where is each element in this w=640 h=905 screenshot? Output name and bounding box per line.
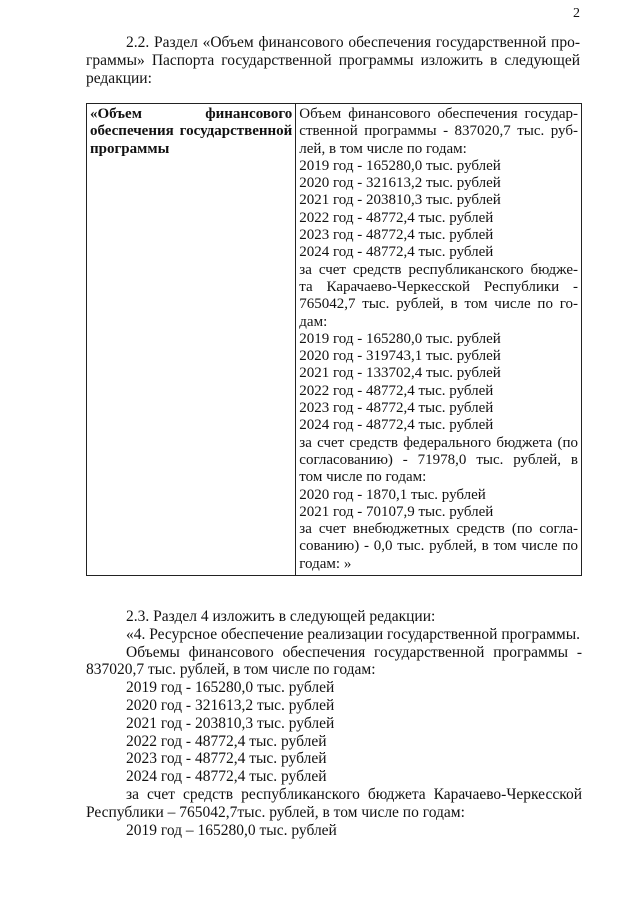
passport-right-line: лей, в том числе по годам: — [299, 140, 467, 157]
section-2-3-line: 2021 год - 203810,3 тыс. рублей — [126, 714, 335, 732]
passport-right-line: за счет средств республиканского бюдже- — [299, 261, 578, 278]
passport-right-line: та Карачаево-Черкесской Республики - — [299, 278, 578, 295]
passport-right-line: годам: » — [299, 555, 352, 572]
section-2-3-line: 837020,7 тыс. рублей, в том числе по годам: — [86, 661, 376, 679]
passport-right-line: 2020 год - 319743,1 тыс. рублей — [299, 348, 501, 365]
passport-table — [86, 103, 582, 576]
passport-right-line: 2019 год - 165280,0 тыс. рублей — [299, 157, 501, 174]
passport-right-line: сованию) - 0,0 тыс. рублей, в том числе по — [299, 538, 578, 555]
passport-right-line: 2021 год - 133702,4 тыс. рублей — [299, 365, 501, 382]
section-2-3-line: 2019 год – 165280,0 тыс. рублей — [126, 821, 337, 839]
passport-right-line: том числе по годам: — [299, 469, 427, 486]
section-2-3-line: 2024 год - 48772,4 тыс. рублей — [126, 768, 327, 786]
passport-right-line: за счет внебюджетных средств (по согла- — [299, 521, 578, 538]
passport-right-line: 2023 год - 48772,4 тыс. рублей — [299, 227, 494, 244]
passport-right-cell — [296, 104, 582, 576]
section-2-2-line-1: 2.2. Раздел «Объем финансового обеспечения государственной про- — [126, 34, 580, 51]
section-2-3-line: 2023 год - 48772,4 тыс. рублей — [126, 750, 327, 768]
passport-left-cell — [87, 104, 296, 576]
passport-right-line: согласованию) - 71978,0 тыс. рублей, в — [299, 451, 578, 468]
section-2-3-line: Объемы финансового обеспечения государственной программы - — [126, 643, 582, 661]
passport-right-line: 2020 год - 1870,1 тыс. рублей — [299, 486, 486, 503]
section-2-3-line: Республики – 765042,7тыс. рублей, в том числе по годам: — [86, 803, 465, 821]
section-2-3 — [86, 608, 582, 839]
passport-left-header: «Объем финансового обеспечения государственной программы — [90, 106, 293, 157]
passport-right-line: 2024 год - 48772,4 тыс. рублей — [299, 417, 494, 434]
section-2-2-intro — [86, 34, 580, 88]
passport-right-line: за счет средств федерального бюджета (по — [299, 434, 578, 451]
passport-right-line: 2021 год - 70107,9 тыс. рублей — [299, 503, 494, 520]
passport-right-line: 2022 год - 48772,4 тыс. рублей — [299, 209, 494, 226]
passport-right-line: 765042,7 тыс. рублей, в том числе по го- — [299, 296, 578, 313]
passport-table-row — [87, 104, 582, 576]
section-2-2-line-2: граммы» Паспорта государственной программы изложить в следующей — [86, 52, 580, 69]
passport-right-line: 2024 год - 48772,4 тыс. рублей — [299, 244, 494, 261]
section-2-3-line: 2022 год - 48772,4 тыс. рублей — [126, 732, 327, 750]
passport-right-line: дам: — [299, 313, 328, 330]
passport-right-line: 2022 год - 48772,4 тыс. рублей — [299, 382, 494, 399]
passport-right-line: Объем финансового обеспечения государ- — [299, 106, 578, 122]
section-2-3-line: за счет средств республиканского бюджета Карачаево-Черкесской — [126, 785, 582, 803]
passport-right-line: ственной программы - 837020,7 тыс. руб- — [299, 123, 578, 140]
passport-right-line: 2020 год - 321613,2 тыс. рублей — [299, 175, 501, 192]
section-2-3-line: «4. Ресурсное обеспечение реализации государственной программы. — [126, 625, 581, 643]
passport-right-line: 2021 год - 203810,3 тыс. рублей — [299, 192, 501, 209]
section-2-3-line: 2020 год - 321613,2 тыс. рублей — [126, 696, 335, 714]
section-2-2-line-3: редакции: — [86, 70, 152, 87]
page-number: 2 — [573, 6, 580, 21]
passport-right-line: 2019 год - 165280,0 тыс. рублей — [299, 330, 501, 347]
section-2-3-line: 2019 год - 165280,0 тыс. рублей — [126, 679, 335, 697]
passport-right-line: 2023 год - 48772,4 тыс. рублей — [299, 400, 494, 417]
section-2-3-line: 2.3. Раздел 4 изложить в следующей редакции: — [126, 608, 436, 625]
